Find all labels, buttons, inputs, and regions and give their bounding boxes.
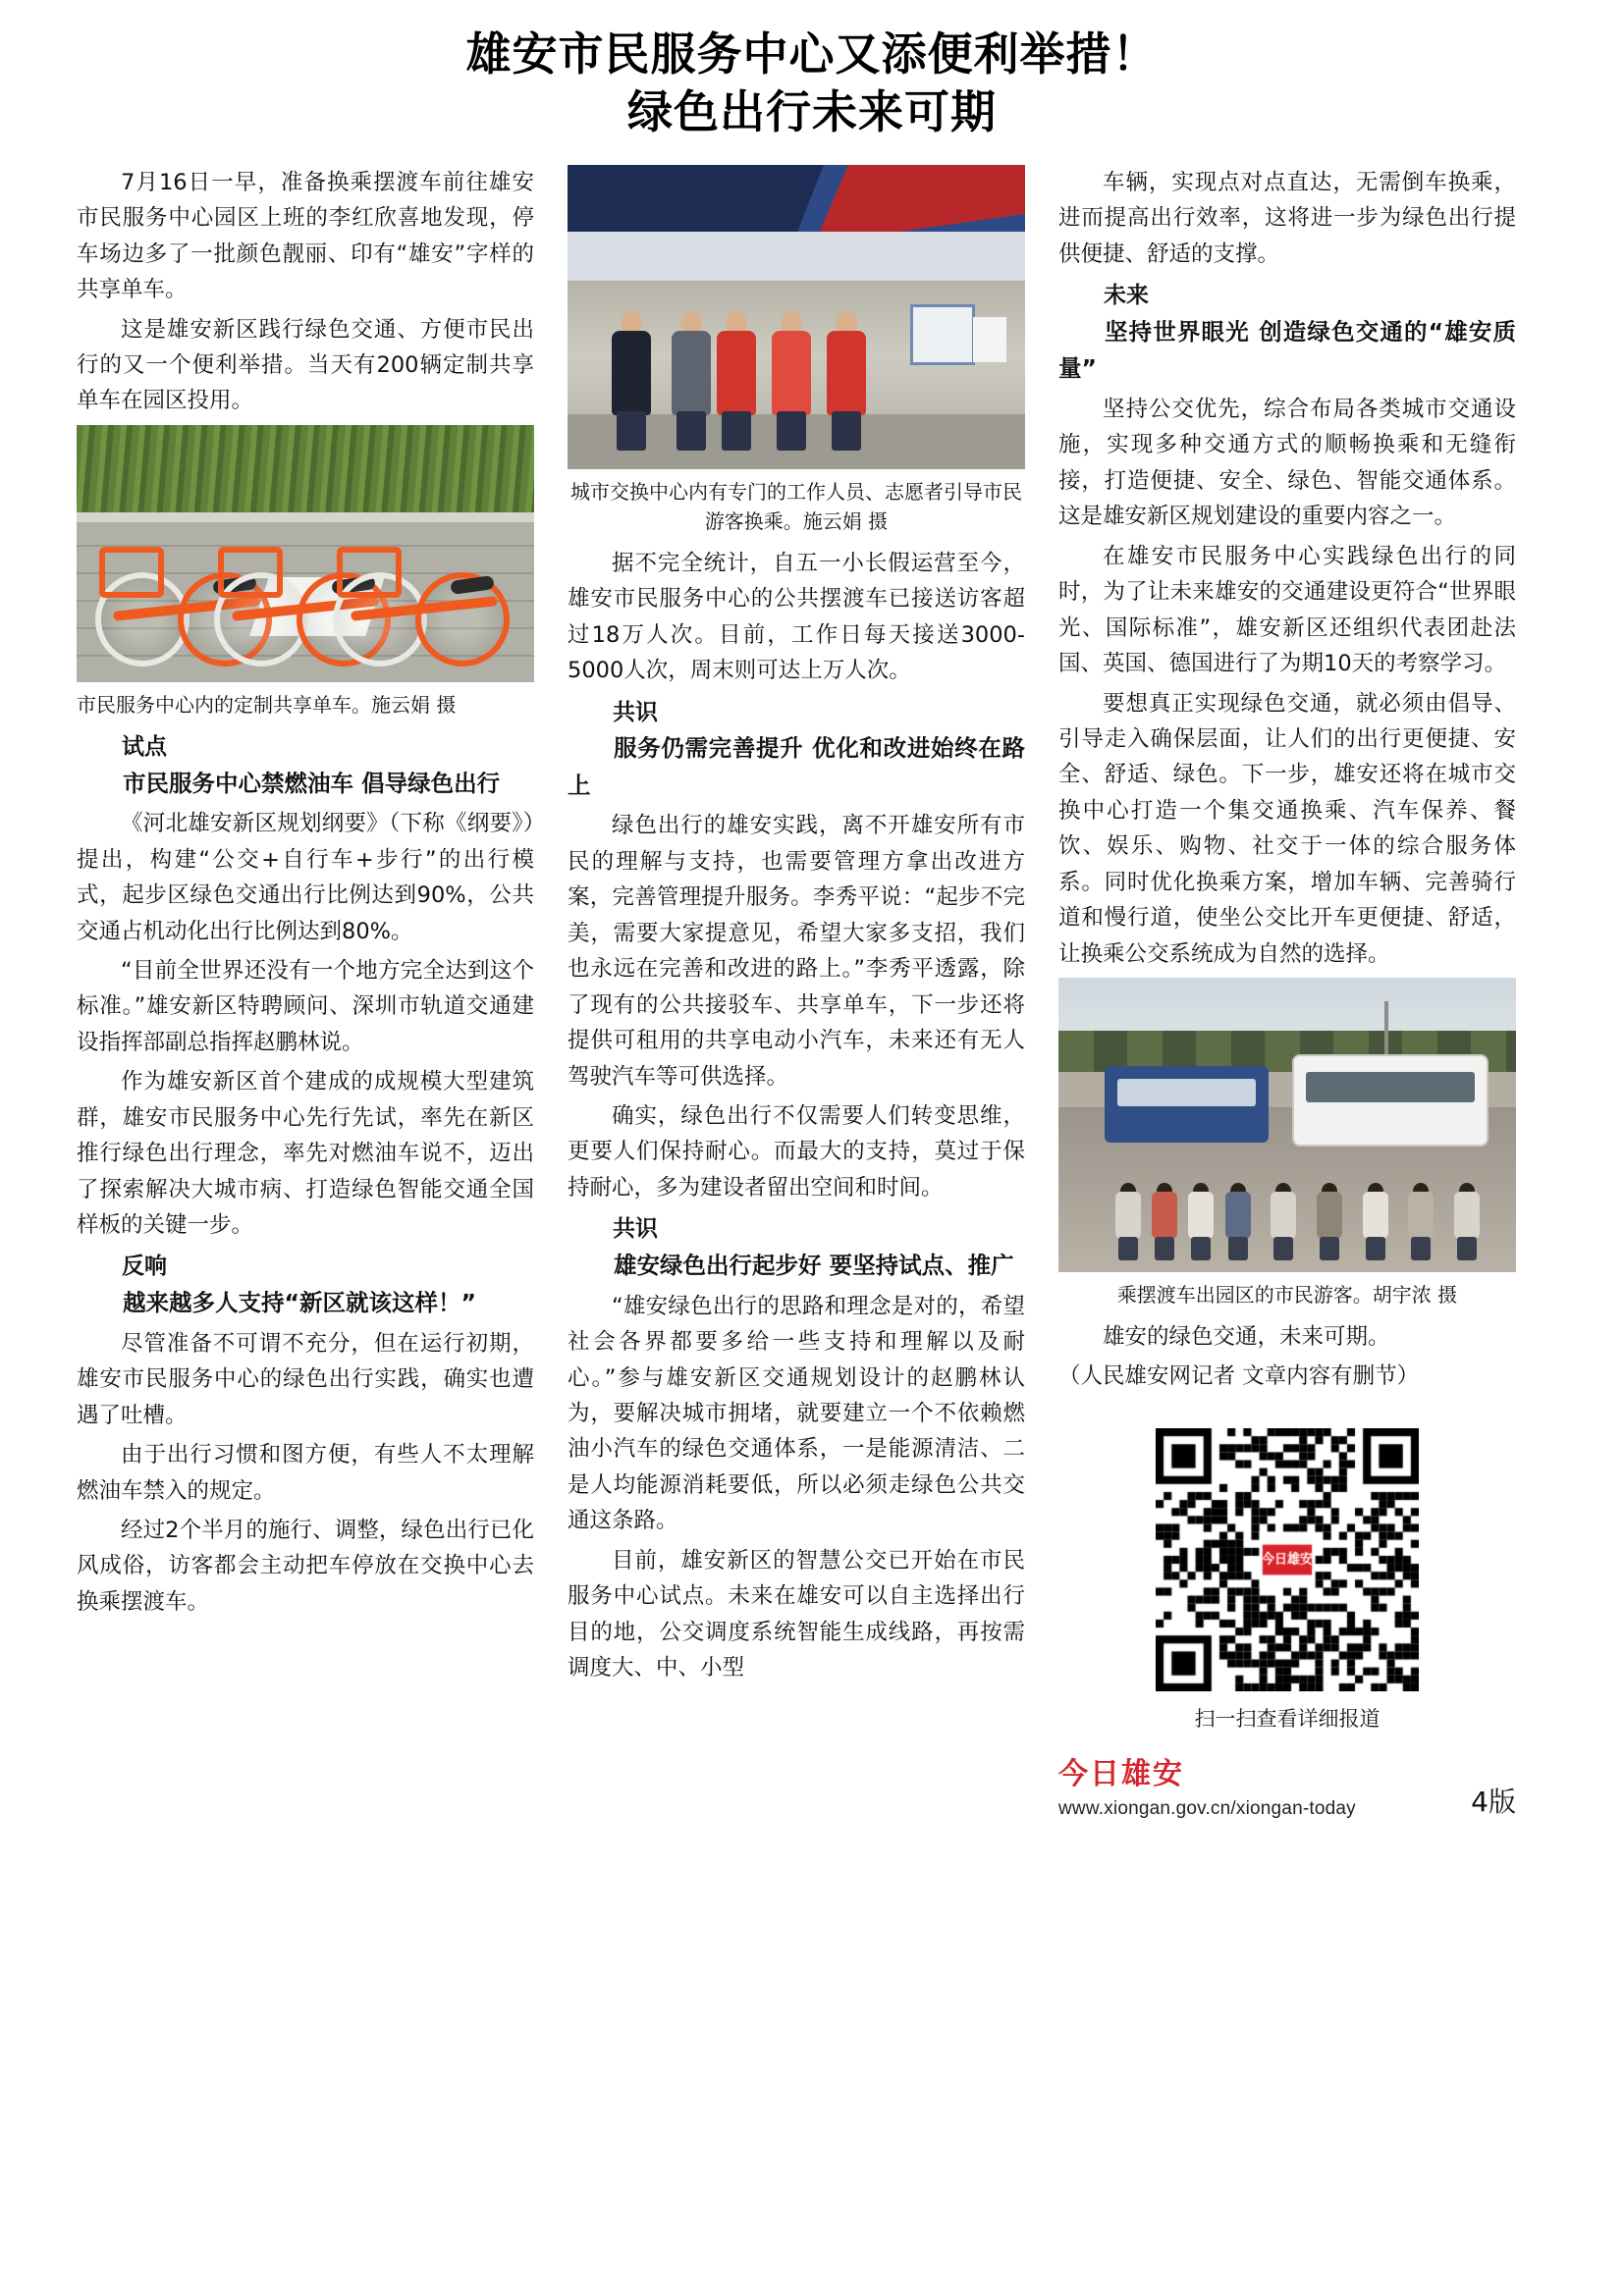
photo-signboard: [910, 304, 975, 365]
section-label: 反响: [122, 1254, 167, 1280]
section-label: 试点: [122, 733, 167, 760]
section-label: 共识: [613, 699, 658, 725]
section-heading: 服务仍需完善提升 优化和改进始终在路上: [568, 734, 1025, 799]
section-heading: 坚持世界眼光 创造绿色交通的“雄安质量”: [1058, 317, 1516, 383]
paragraph: “目前全世界还没有一个地方完全达到这个标准。”雄安新区特聘顾问、深圳市轨道交通建设指挥部副总指挥赵鹏林说。: [77, 957, 534, 1055]
paragraph: 坚持公交优先，综合布局各类城市交通设施，实现多种交通方式的顺畅换乘和无缝衔接，打造便捷、安全、绿色、智能交通体系。这是雄安新区规划建设的重要内容之一。: [1058, 397, 1516, 530]
column-right: [1058, 165, 1516, 1820]
paragraph: 车辆，实现点对点直达，无需倒车换乘，进而提高出行效率，这将进一步为绿色出行提供便捷、舒适的支撑。: [1058, 169, 1516, 267]
paragraph: 雄安的绿色交通，未来可期。: [1103, 1324, 1390, 1351]
photo-exchange-center: [568, 165, 1025, 469]
section-heading: 越来越多人支持“新区就该这样！”: [123, 1289, 476, 1317]
photo-grass: [77, 425, 534, 523]
column-middle: [568, 165, 1025, 1820]
paragraph: 《河北雄安新区规划纲要》（下称《纲要》）提出，构建“公交+自行车+步行”的出行模式，起步区绿色交通出行比例达到90%，公共交通占机动化出行比例达到80%。: [77, 811, 534, 944]
bus-icon: [1292, 1054, 1489, 1147]
page-number: 4版: [1471, 1785, 1516, 1818]
brand-block: [1058, 1758, 1356, 1820]
paragraph: 要想真正实现绿色交通，就必须由倡导、引导走入确保层面，让人们的出行更便捷、安全、舒适、绿色。下一步，雄安还将在城市交换中心打造一个集交通换乘、汽车保养、餐饮、娱乐、购物、社交于一体的综合服务体系。同时优化换乘方案，增加车辆、完善骑行道和慢行道，使坐公交比开车更便捷、舒适，让换乘公交系统成为自然的选择。: [1058, 690, 1516, 967]
bike-icon: [333, 559, 510, 667]
photo-signboard: [973, 317, 1006, 362]
section-heading: 市民服务中心禁燃油车 倡导绿色出行: [123, 769, 501, 797]
column-left: [77, 165, 534, 1820]
footer: [1058, 1758, 1516, 1820]
paragraph: 经过2个半月的施行、调整，绿色出行已化风成俗，访客都会主动把车停放在交换中心去换乘摆渡车。: [77, 1518, 534, 1615]
paragraph: （人民雄安网记者 文章内容有删节）: [1058, 1363, 1420, 1390]
paragraph: 绿色出行的雄安实践，离不开雄安所有市民的理解与支持，也需要管理方拿出改进方案，完善管理提升服务。李秀平说：“起步不完美，需要大家提意见，希望大家多支招，我们也永远在完善和改进的路上。”李秀平透露，除了现有的公共接驳车、共享单车，下一步还将提供可租用的共享电动小汽车，未来还有无人驾驶汽车等可供选择。: [568, 813, 1025, 1090]
qr-code[interactable]: [1156, 1428, 1419, 1691]
section-heading: 雄安绿色出行起步好 要坚持试点、推广: [614, 1252, 1014, 1280]
paragraph: 在雄安市民服务中心实践绿色出行的同时，为了让未来雄安的交通建设更符合“世界眼光、国际标准”，雄安新区还组织代表团赴法国、英国、德国进行了为期10天的考察学习。: [1058, 543, 1516, 677]
paragraph: 据不完全统计，自五一小长假运营至今，雄安市民服务中心的公共摆渡车已接送访客超过18万人次。目前，工作日每天接送3000-5000人次，周末则可达上万人次。: [568, 550, 1025, 684]
qr-caption: 扫一扫查看详细报道: [1194, 1706, 1380, 1731]
paragraph: “雄安绿色出行的思路和理念是对的，希望社会各界都要多给一些支持和理解以及耐心。”参与雄安新区交通规划设计的赵鹏林认为，要解决城市拥堵，就要建立一个不依赖燃油小汽车的绿色交通体系，一是能源清洁、二是人均能源消耗要低，所以必须走绿色公共交通这条路。: [568, 1293, 1025, 1534]
qr-section: [1058, 1428, 1516, 1733]
photo-caption: 城市交换中心内有专门的工作人员、志愿者引导市民游客换乘。施云娟 摄: [570, 479, 1022, 533]
headline-line-2: 绿色出行未来可期: [627, 84, 997, 138]
photo-caption: 市民服务中心内的定制共享单车。施云娟 摄: [77, 692, 457, 717]
paragraph: 尽管准备不可谓不充分，但在运行初期，雄安市民服务中心的绿色出行实践，确实也遭遇了吐槽。: [77, 1330, 534, 1428]
headline-line-1: 雄安市民服务中心又添便利举措！: [465, 27, 1159, 80]
section-label: 共识: [613, 1216, 658, 1243]
brand-logo: 今日雄安: [1058, 1756, 1184, 1791]
page-title: [0, 0, 1624, 141]
paragraph: 7月16日一早，准备换乘摆渡车前往雄安市民服务中心园区上班的李红欣喜地发现，停车场边多了一批颜色靓丽、印有“雄安”字样的共享单车。: [77, 169, 534, 303]
photo-caption: 乘摆渡车出园区的市民游客。胡宇浓 摄: [1116, 1283, 1458, 1308]
photo-shuttle-bus: [1058, 978, 1516, 1272]
page-number-block: [1471, 1781, 1516, 1820]
photo-curb: [77, 512, 534, 522]
paragraph: 由于出行习惯和图方便，有些人不太理解燃油车禁入的规定。: [77, 1442, 534, 1504]
section-label: 未来: [1104, 283, 1149, 309]
paragraph: 作为雄安新区首个建成的成规模大型建筑群，雄安市民服务中心先行先试，率先在新区推行绿色出行理念，率先对燃油车说不，迈出了探索解决大城市病、打造绿色智能交通全国样板的关键一步。: [77, 1069, 534, 1239]
photo-sky: [568, 232, 1025, 281]
paragraph: 确实，绿色出行不仅需要人们转变思维，更要人们保持耐心。而最大的支持，莫过于保持耐心，多为建设者留出空间和时间。: [568, 1102, 1025, 1201]
brand-url[interactable]: www.xiongan.gov.cn/xiongan-today: [1058, 1797, 1356, 1819]
photo-shared-bikes: [77, 425, 534, 682]
paragraph: 这是雄安新区践行绿色交通、方便市民出行的又一个便利举措。当天有200辆定制共享单车在园区投用。: [77, 316, 534, 414]
article-columns: [0, 141, 1624, 1820]
bus-icon: [1105, 1066, 1270, 1143]
paragraph: 目前，雄安新区的智慧公交已开始在市民服务中心试点。未来在雄安可以自主选择出行目的地，公交调度系统智能生成线路，再按需调度大、中、小型: [568, 1547, 1025, 1682]
